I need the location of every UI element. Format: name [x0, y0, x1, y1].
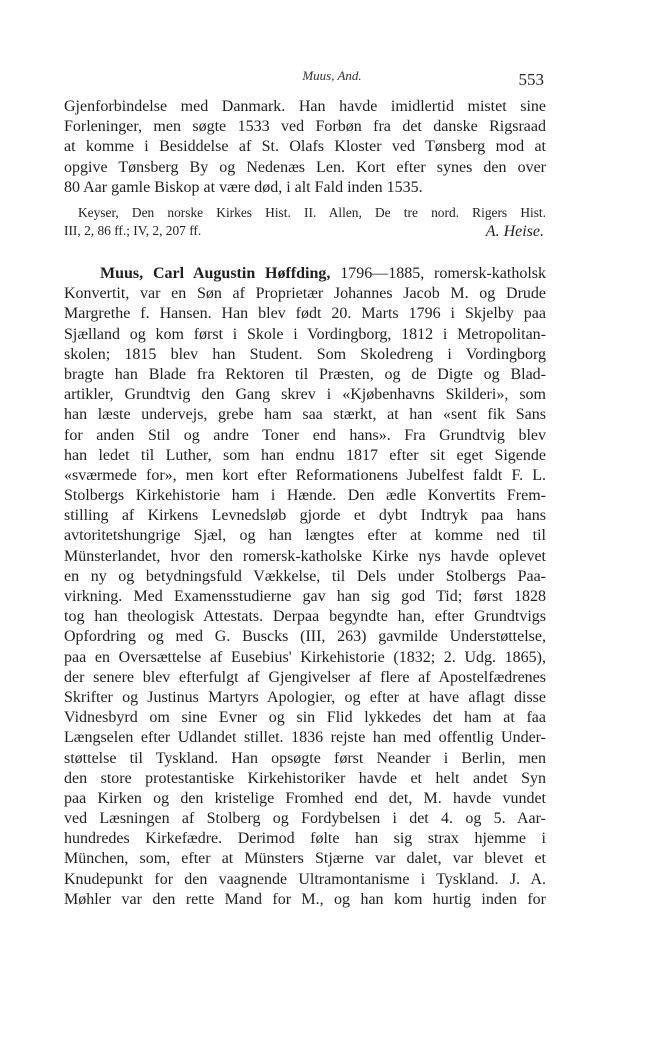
text-line: for anden Stil og andre Toner end hans». Fra Grundtvig blev — [64, 426, 546, 444]
text-line: tog han theologisk Attestats. Derpaa begyndte han, efter Grundtvigs — [64, 608, 546, 626]
entry-first-line — [64, 264, 546, 284]
text-line: at komme i Besiddelse af St. Olafs Kloster ved Tønsberg mod at — [64, 138, 546, 156]
text-line: «sværmede for», men kort efter Reformationens Jubelfest faldt F. L. — [64, 466, 546, 484]
text-line: virkning. Med Examensstudierne gav han sig god Tid; først 1828 — [64, 588, 546, 605]
text-line: Sjælland og kom først i Skole i Vordingborg, 1812 i Metropolitan- — [64, 325, 546, 343]
reference-line: Keyser, Den norske Kirkes Hist. II. Allen, De tre nord. Rigers Hist. — [78, 205, 546, 220]
author-signature: A. Heise. — [485, 223, 544, 240]
text-line: ved Læsningen af Stolberg og Fordybelsen i det 4. og 5. Aar- — [64, 810, 546, 828]
text-line: Vidnesbyrd om sine Evner og sin Flid lykkedes det ham at faa — [64, 709, 546, 727]
text-line: paa Kirken og den kristelige Fromhed end det, M. havde vundet — [64, 789, 546, 807]
entry-first-line-rest: 1796—1885, romersk-katholsk — [330, 265, 546, 282]
running-title: Muus, And. — [302, 68, 362, 83]
references — [64, 204, 546, 240]
text-line: avtoritetshungrige Sjæl, og han længtes efter at komme ned til — [64, 527, 546, 545]
text-line: München, som, efter at Münsters Stjærne var dalet, var blevet et — [64, 850, 546, 868]
text-line: Møhler var den rette Mand for M., og han kom hurtig inden for — [64, 890, 546, 908]
text-line: han læste undervejs, grebe ham saa stærkt, at han «sent fik Sans — [64, 406, 546, 424]
text-line: bragte han Blade fra Rektoren til Præsten, og de Digte og Blad- — [64, 365, 546, 383]
running-head — [0, 64, 664, 88]
text-line: 80 Aar gamle Biskop at være død, i alt Fald inden 1535. — [64, 178, 423, 196]
text-line: Konvertit, var en Søn af Proprietær Johannes Jacob M. og Drude — [64, 285, 546, 303]
text-line: han ledet til Luther, som han endnu 1817 efter sit eget Sigende — [64, 446, 546, 464]
text-line: stilling af Kirkens Levnedsløb gjorde et dybt Indtryk paa hans — [64, 507, 546, 525]
text-line: der senere blev efterfulgt af Gjengivelser af flere af Apostelfædrenes — [64, 668, 546, 686]
text-line: Opfordring og med G. Buscks (III, 263) gavmilde Understøttelse, — [64, 628, 546, 646]
text-line: Gjenforbindelse med Danmark. Han havde imidlertid mistet sine — [64, 98, 546, 115]
text-line: den store protestantiske Kirkehistoriker havde et helt andet Syn — [64, 769, 546, 787]
text-line: Længselen efter Udlandet stillet. 1836 rejste han med offentlig Under- — [64, 729, 546, 747]
text-line: Skrifter og Justinus Martyrs Apologier, og efter at have aflagt disse — [64, 688, 546, 706]
text-line: Knudepunkt for den vaagnende Ultramontanisme i Tyskland. J. A. — [64, 870, 546, 888]
reference-line: III, 2, 86 ff.; IV, 2, 207 ff. — [64, 223, 202, 238]
text-line: hundredes Kirkefædre. Derimod følte han sig strax hjemme i — [64, 830, 546, 848]
entry-lemma: Muus, Carl Augustin Høffding, — [100, 265, 331, 282]
text-line: artikler, Grundtvig den Gang skrev i «Kjøbenhavns Skilderi», som — [64, 386, 546, 404]
text-line: paa en Oversættelse af Eusebius' Kirkehistorie (1832; 2. Udg. 1865), — [64, 648, 546, 666]
text-line: skolen; 1815 blev han Student. Som Skoledreng i Vordingborg — [64, 345, 546, 363]
entry-text — [64, 264, 546, 910]
page-number: 553 — [518, 70, 544, 89]
text-line: støttelse til Tyskland. Han opsøgte først Neander i Berlin, men — [64, 749, 546, 767]
text-line: Forleninger, men søgte 1533 ved Forbøn fra det danske Rigsraad — [64, 118, 546, 136]
text-line: Margrethe f. Hansen. Han blev født 20. Marts 1796 i Skjelby paa — [64, 305, 546, 323]
previous-entry-text — [64, 97, 546, 198]
text-line: Münsterlandet, hvor den romersk-katholske Kirke nys havde oplevet — [64, 547, 546, 565]
text-line: Stolbergs Kirkehistorie ham i Hænde. Den ædle Konvertits Frem- — [64, 487, 546, 505]
text-line: opgive Tønsberg By og Nedenæs Len. Kort efter synes den over — [64, 158, 546, 176]
text-line: en ny og betydningsfuld Vækkelse, til Dels under Stolbergs Paa- — [64, 567, 546, 585]
